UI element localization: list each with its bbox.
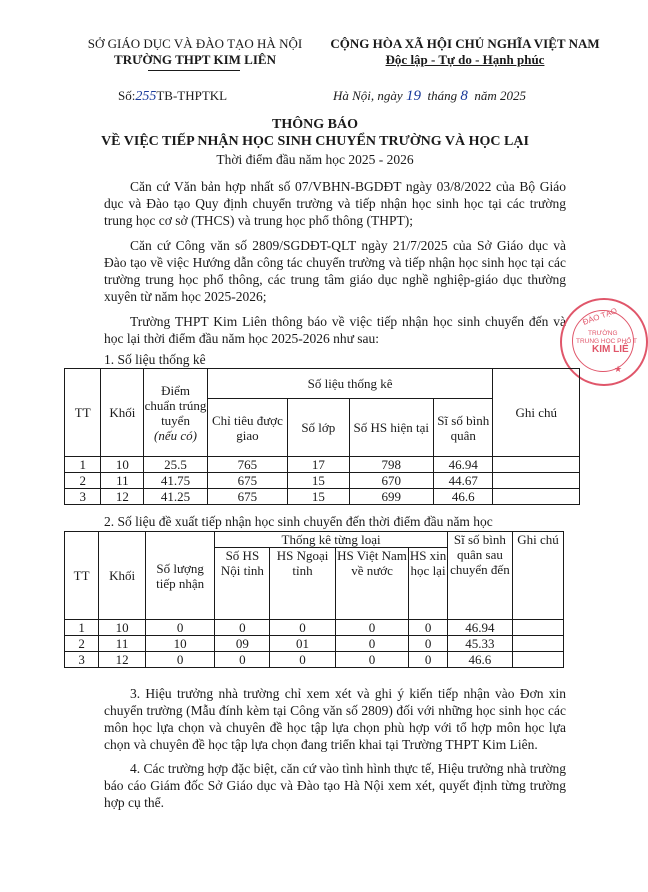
col-group-stats: Số liệu thống kê <box>207 369 493 399</box>
document-number: Số:255TB-THPTKL <box>118 88 228 104</box>
col-soluong: Số lượng tiếp nhận <box>145 532 215 620</box>
table-row: 2 11 41.75 675 15 670 44.67 <box>65 473 580 489</box>
col-tt: TT <box>65 369 101 457</box>
legal-basis-2: Căn cứ Công văn số 2809/SGDĐT-QLT ngày 21/7/2025 của Sở Giáo dục và Đào tạo về việc Hướng dẫn công tác chuyển trường và tiếp nhận học sinh học tại các trường trung học phổ thông, các trung tâm giáo dục nghề nghiệp-giáo dục thường xuyên từ năm học 2025-2026; <box>104 238 566 304</box>
col-siso: Sĩ số bình quân sau chuyển đến <box>447 532 512 620</box>
col-noitinh: Số HS Nội tỉnh <box>215 548 270 620</box>
section-4-text: 4. Các trường hợp đặc biệt, căn cứ vào tình hình thực tế, Hiệu trưởng nhà trường báo cáo Giám đốc Sở Giáo dục và Đào tạo Hà Nội xem xét, quyết định từng trường hợp cụ thể. <box>104 761 566 810</box>
transfer-proposal-table <box>64 531 564 668</box>
handwritten-month: 8 <box>460 88 468 104</box>
national-motto <box>320 36 610 68</box>
col-khoi: Khối <box>101 369 144 457</box>
col-solop: Số lớp <box>288 399 350 457</box>
col-chitieu: Chỉ tiêu được giao <box>207 399 287 457</box>
document-date: Hà Nội, ngày 19 tháng 8 năm 2025 <box>333 88 526 104</box>
col-vietnam: HS Việt Nam về nước <box>335 548 409 620</box>
handwritten-number: 255 <box>135 89 157 104</box>
red-seal-stamp: ĐÀO TẠO TRƯỜNG TRUNG HỌC PHỔ T KIM LIÊ ★ <box>560 298 648 386</box>
col-diem: Điểm chuẩn trúng tuyển (nếu có) <box>144 369 208 457</box>
document-type: THÔNG BÁO <box>272 117 358 132</box>
issuing-organization <box>60 36 330 68</box>
handwritten-day: 19 <box>405 88 421 104</box>
document-subtitle: Thời điểm đầu năm học 2025 - 2026 <box>216 152 414 167</box>
nation-name: CỘNG HÒA XÃ HỘI CHỦ NGHĨA VIỆT NAM <box>330 36 600 51</box>
col-sohs: Số HS hiện tại <box>349 399 433 457</box>
announcement-intro: Trường THPT Kim Liên thông báo về việc tiếp nhận học sinh chuyển đến và học lại thời điểm đầu năm học 2025-2026 như sau: <box>104 314 566 346</box>
col-ghichu: Ghi chú <box>493 369 580 457</box>
table-row: 1 10 25.5 765 17 798 46.94 <box>65 457 580 473</box>
department-name: SỞ GIÁO DỤC VÀ ĐÀO TẠO HÀ NỘI <box>87 36 303 51</box>
col-hoclai: HS xin học lại <box>409 548 447 620</box>
table1-heading: 1. Số liệu thống kê <box>104 352 206 367</box>
statistics-table <box>64 368 580 505</box>
col-khoi: Khối <box>99 532 146 620</box>
header-divider <box>148 70 240 71</box>
legal-basis-1: Căn cứ Văn bản hợp nhất số 07/VBHN-BGDĐT ngày 03/8/2022 của Bộ Giáo dục và Đào tạo Quy định chuyển trường và tiếp nhận học sinh học tại các trường trung học cơ sở (THCS) và trung học phổ thông (THPT); <box>104 179 566 228</box>
col-tt: TT <box>65 532 99 620</box>
table-row: 2 11 10 09 01 0 0 45.33 <box>65 636 564 652</box>
col-group-types: Thống kê từng loại <box>215 532 447 548</box>
table-row: 3 12 0 0 0 0 0 46.6 <box>65 652 564 668</box>
document-title: VỀ VIỆC TIẾP NHẬN HỌC SINH CHUYỂN TRƯỜNG VÀ HỌC LẠI <box>101 134 529 149</box>
table-row: 3 12 41.25 675 15 699 46.6 <box>65 489 580 505</box>
section-3-text: 3. Hiệu trưởng nhà trường chỉ xem xét và ghi ý kiến tiếp nhận vào Đơn xin chuyển trường (Mẫu đính kèm tại Công văn số 2809) đối với những học sinh học các môn học lựa chọn và chuyên đề học tập lựa chọn phù hợp với tổ hợp môn học lựa chọn và chuyên đề học tập lựa chọn đang triển khai tại Trường THPT Kim Liên. <box>104 686 566 752</box>
table2-heading: 2. Số liệu đề xuất tiếp nhận học sinh chuyển đến thời điểm đầu năm học <box>104 514 493 529</box>
school-name: TRƯỜNG THPT KIM LIÊN <box>114 52 276 67</box>
table-row: 1 10 0 0 0 0 0 46.94 <box>65 620 564 636</box>
col-siso: Sĩ số bình quân <box>434 399 493 457</box>
col-ghichu: Ghi chú <box>513 532 564 620</box>
col-ngoaitinh: HS Ngoại tỉnh <box>270 548 335 620</box>
motto: Độc lập - Tự do - Hạnh phúc <box>385 52 545 67</box>
